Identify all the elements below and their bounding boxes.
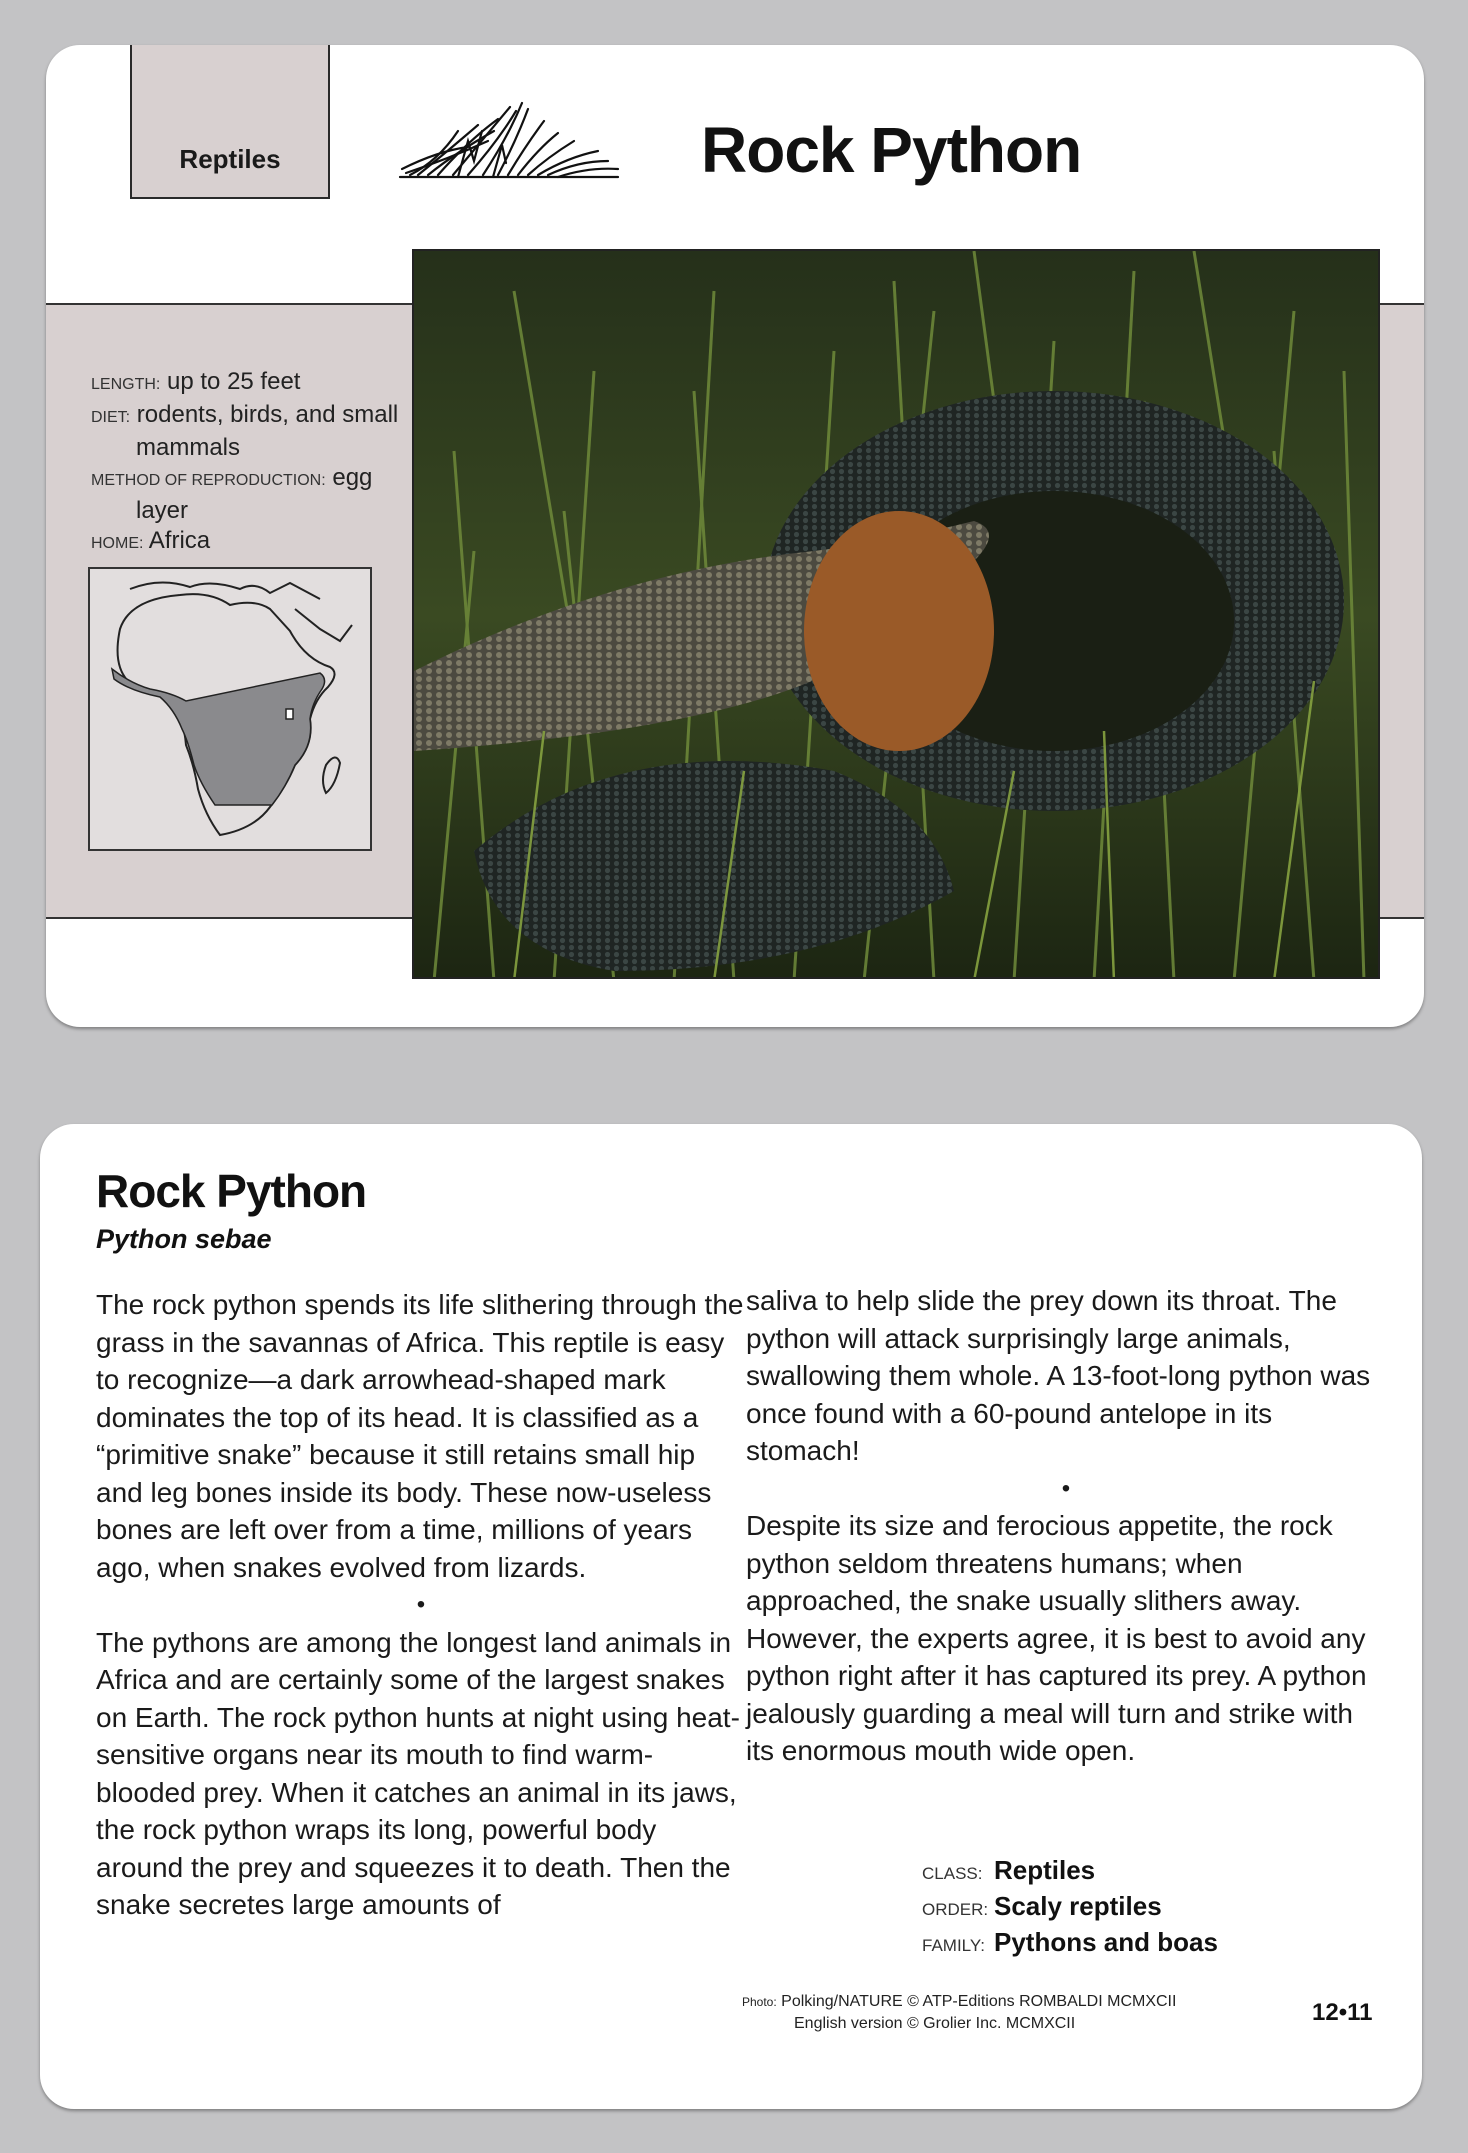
category-label: Reptiles (179, 144, 281, 174)
length-label: LENGTH: (91, 376, 161, 393)
family-value: Pythons and boas (994, 1927, 1218, 1957)
range-map (88, 567, 372, 851)
paragraph: Despite its size and ferocious appetite, the rock python seldom threatens humans; when approached, the snake usually slithers away. However, the experts agree, it is best to avoid any python right after it has captured its prey. A python jealously guarding a meal will turn and strike with its enormous mouth wide open. (746, 1510, 1367, 1766)
front-card (46, 45, 1424, 1027)
length-value: up to 25 feet (167, 368, 301, 395)
credit-text-2: English version © Grolier Inc. MCMXCII (794, 2015, 1076, 2032)
python-photo (412, 249, 1380, 979)
diet-value: rodents, birds, and small (136, 401, 399, 428)
card-title: Rock Python (701, 114, 1082, 186)
order-label: ORDER: (922, 1900, 989, 1919)
paragraph: The rock python spends its life slithering through the grass in the savannas of Africa. This reptile is easy to recognize—a dark arrowhead-shaped mark dominates the top of its head. It is classified as a “primitive snake” because it still retains small hip and leg bones inside its body. These now-useless bones are left over from a time, millions of years ago, when snakes evolved from lizards. (96, 1289, 744, 1583)
class-value: Reptiles (994, 1855, 1096, 1885)
class-label: CLASS: (922, 1864, 983, 1883)
photo-credit (742, 1991, 1176, 2034)
diet-label: DIET: (91, 409, 131, 426)
grass-icon (398, 101, 622, 181)
text-column-2 (746, 1282, 1386, 1770)
back-card (40, 1124, 1422, 2109)
paragraph: The pythons are among the longest land animals in Africa and are certainly some of the largest snakes on Earth. The rock python hunts at night using heat-sensitive organs near its mouth to find warm-blooded prey. When it catches an animal in its jaws, the rock python wraps its long, powerful body around the prey and squeezes it to death. Then the snake secretes large amounts of (96, 1626, 740, 1920)
credit-line-1 (742, 1991, 1176, 2013)
fact-length (91, 367, 441, 400)
category-tab (130, 45, 330, 199)
paragraph: saliva to help slide the prey down its throat. The python will attack surprisingly large animals, swallowing them whole. A 13-foot-long python was once found with a 60-pound antelope in its stomach! (746, 1285, 1371, 1466)
family-label: FAMILY: (922, 1936, 985, 1955)
reproduction-value-cont: layer (136, 497, 189, 524)
back-title: Rock Python (96, 1165, 367, 1217)
fact-home (91, 526, 441, 559)
fact-reproduction (91, 463, 441, 496)
facts-list (91, 367, 441, 559)
order-value: Scaly reptiles (994, 1891, 1162, 1921)
python-photo-icon (414, 251, 1380, 979)
home-value: Africa (148, 527, 211, 554)
photo-label: Photo: (742, 1995, 777, 2009)
diet-value-cont: mammals (136, 434, 241, 461)
home-label: HOME: (91, 535, 144, 552)
taxonomy-family (922, 1926, 1218, 1962)
reproduction-value: egg (332, 464, 373, 491)
credit-text-1: Polking/NATURE © ATP-Editions ROMBALDI MCMXCII (781, 1993, 1177, 2010)
fact-diet (91, 400, 441, 433)
text-column-1 (96, 1286, 746, 1924)
africa-map-icon (90, 569, 370, 849)
taxonomy-class (922, 1854, 1218, 1890)
scientific-name: Python sebae (96, 1224, 272, 1254)
bullet-separator: • (1061, 1474, 1071, 1502)
bullet-separator: • (416, 1591, 426, 1618)
taxonomy (922, 1854, 1218, 1962)
card-number: 12•11 (1312, 1999, 1373, 2026)
taxonomy-order (922, 1890, 1218, 1926)
reproduction-label: METHOD OF REPRODUCTION: (91, 472, 326, 489)
